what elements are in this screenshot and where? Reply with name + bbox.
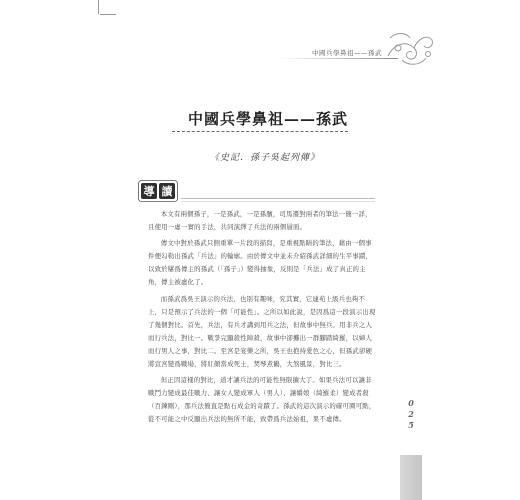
guide-badge bbox=[138, 180, 178, 202]
paragraph: 但正因這樣的對比，道才讓兵法的可能性無限擴大了。如果兵法可以讓非戰鬥力變成最佳戰力、讓女人變成軍人（男人）、讓嬌娘（綺羅柔）變成者殺（百鍊剛），那兵法簡直是點石成金的奇蹟了。孫武的這次演示的確可圈可點，從不可能之中反顯出兵法的無所不能，致帶爲兵法始祖，果不虛傳。 bbox=[148, 376, 376, 424]
section-rule-secondary bbox=[181, 201, 375, 202]
crop-mark-vertical bbox=[98, 0, 99, 14]
side-tab bbox=[400, 455, 422, 500]
crop-mark-horizontal bbox=[100, 14, 116, 15]
page-number: 025 bbox=[406, 398, 416, 431]
running-header: 中國兵學鼻祖——孫武 bbox=[312, 49, 382, 57]
guide-badge-char-2: 讀 bbox=[161, 185, 173, 198]
guide-badge-char-1: 導 bbox=[143, 185, 155, 198]
paragraph: 傳文中對於孫武只側重單一片段的描寫，是重視點睛的筆法，藉由一個事件便勾勒出孫武「兵法」的輪廓。由於傳文中並未介紹孫武詳細的生平事蹟，以致於屢爲傳主的孫武（「孫子」）變得抽象，反則是「兵法」成了真正的主角，傳主被虛化了。 bbox=[148, 239, 373, 287]
chapter-title: 中國兵學鼻祖——孫武 bbox=[187, 110, 348, 128]
decorative-scroll-icon bbox=[384, 26, 436, 70]
title-divider bbox=[172, 131, 348, 132]
source-citation: 《史記．孫子吳起列傳》 bbox=[209, 153, 320, 163]
paragraph: 本文有兩個孫子，一是孫武，一是孫臏，司馬遷對兩者的筆法一簡一詳，且使用一虛一實的手法，共同演繹了兵法的兩個層面。 bbox=[148, 210, 372, 232]
paragraph: 而孫武爲吳王演示的兵法，也別有趣味，究其實，它連苑上級兵也夠不上，只是預示了兵法的一個「可能性」。之所以如此說，是因爲這一段演示出現了幾個對比。首先，兵法，有兵才講到用兵之法，但故事中無兵。用非兵之人而行兵法，對比一。戰爭完顯殺性陣殺，故事中卻攤出一群腳踏綺羅，以婦人而行男人之事，對比二。至宮是宴樂之所，吳王也抱持愛色之心，但孫武卻硬將宣宮變爲戰場，將紅顏當成死士，焚琴煮鶴，大煞風景，對比三。 bbox=[148, 294, 376, 369]
header-rule bbox=[278, 58, 398, 59]
body-text bbox=[148, 208, 376, 430]
section-rule bbox=[181, 198, 375, 199]
